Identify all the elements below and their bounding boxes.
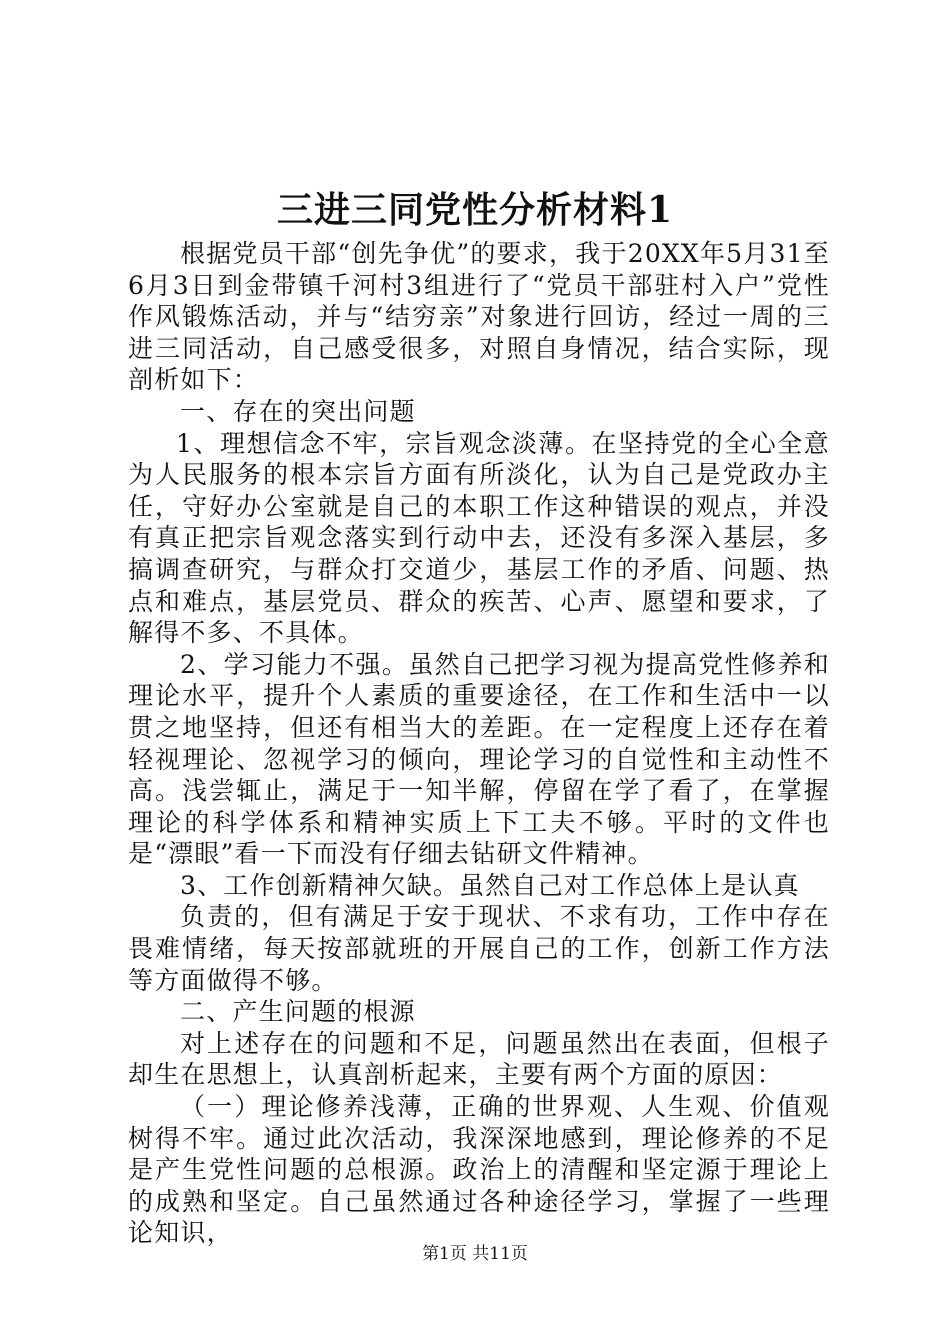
paragraph-intro: 根据党员干部“创先争优”的要求，我于20XX年5月31至6月3日到金带镇千河村3组进行了“党员干部驻村入户”党性作风锻炼活动，并与“结穷亲”对象进行回访，经过一周的三进三同活动，自己感受很多，对照自身情况，结合实际，现剖析如下：	[128, 239, 830, 395]
paragraph-item-3: 3、工作创新精神欠缺。虽然自己对工作总体上是认真	[180, 870, 800, 900]
document-body	[128, 238, 830, 1249]
heading-section-1: 一、存在的突出问题	[180, 396, 416, 426]
paragraph-item-3-continued: 负责的，但有满足于安于现状、不求有功，工作中存在畏难情绪，每天按部就班的开展自己的工作，创新工作方法等方面做得不够。	[128, 902, 830, 995]
paragraph-root-cause-intro: 对上述存在的问题和不足，问题虽然出在表面，但根子却生在思想上，认真剖析起来，主要有两个方面的原因：	[128, 1028, 830, 1090]
paragraph-item-1: 1、理想信念不牢，宗旨观念淡薄。在坚持党的全心全意为人民服务的根本宗旨方面有所淡化，认为自己是党政办主任，守好办公室就是自己的本职工作这种错误的观点，并没有真正把宗旨观念落实到行动中去，还没有多深入基层，多搞调查研究，与群众打交道少，基层工作的矛盾、问题、热点和难点，基层党员、群众的疾苦、心声、愿望和要求，了解得不多、不具体。	[128, 428, 830, 648]
document-title: 三进三同党性分析材料1	[276, 189, 674, 231]
paragraph-item-2: 2、学习能力不强。虽然自己把学习视为提高党性修养和理论水平，提升个人素质的重要途径，在工作和生活中一以贯之地坚持，但还有相当大的差距。在一定程度上还存在着轻视理论、忽视学习的倾向，理论学习的自觉性和主动性不高。浅尝辄止，满足于一知半解，停留在学了看了，在掌握理论的科学体系和精神实质上下工夫不够。平时的文件也是“漂眼”看一下而没有仔细去钻研文件精神。	[128, 649, 830, 869]
heading-section-2: 二、产生问题的根源	[180, 997, 416, 1027]
paragraph-cause-1: （一）理论修养浅薄，正确的世界观、人生观、价值观树得不牢。通过此次活动，我深深地感到，理论修养的不足是产生党性问题的总根源。政治上的清醒和坚定源于理论上的成熟和坚定。自己虽然通过各种途径学习，掌握了一些理论知识，	[128, 1092, 830, 1248]
page-number-footer: 第1页 共11页	[422, 1244, 528, 1264]
